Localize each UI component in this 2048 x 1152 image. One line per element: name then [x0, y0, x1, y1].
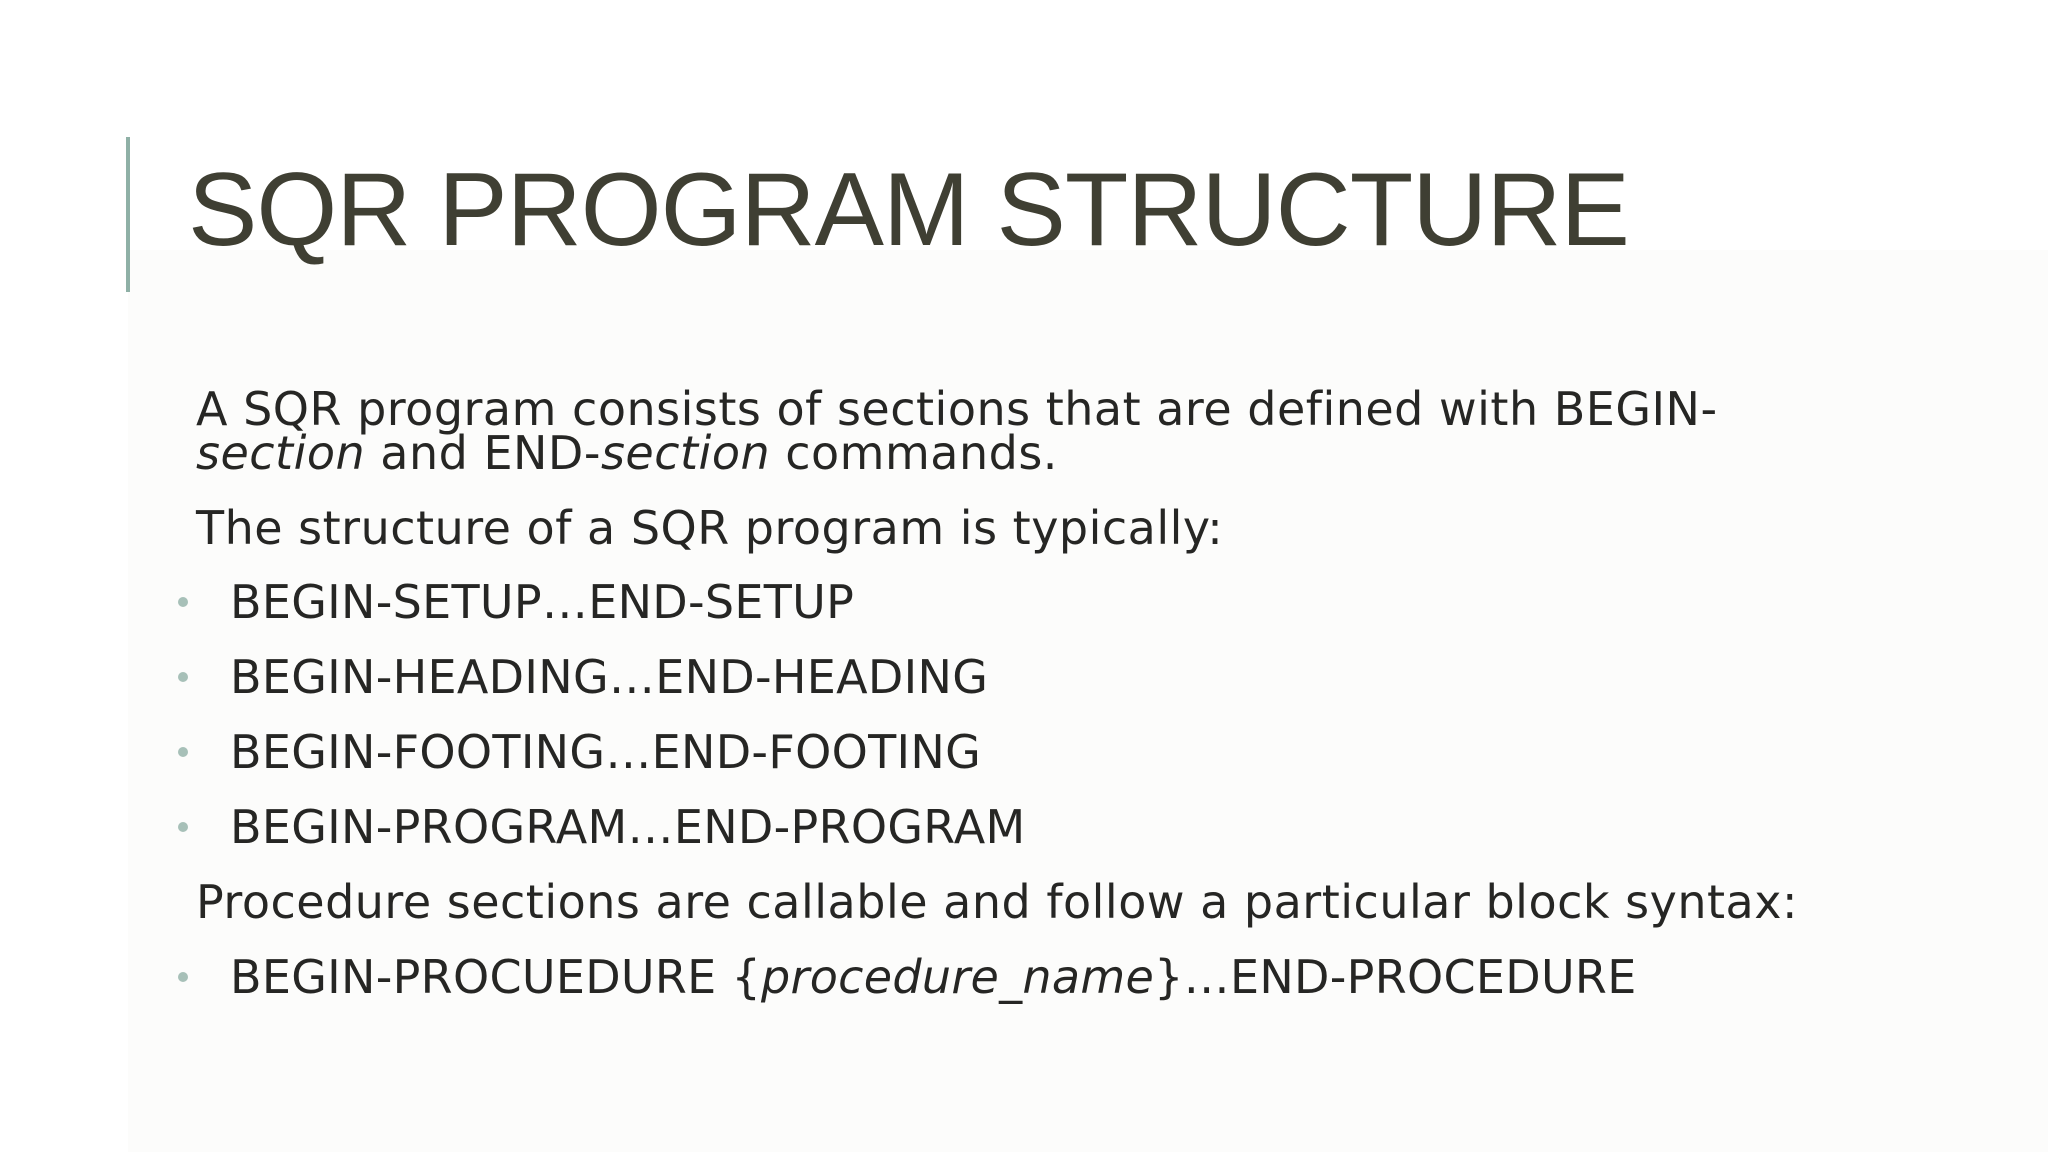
- list-item-text: BEGIN-SETUP…END-SETUP: [230, 575, 855, 629]
- list-item-procedure: [178, 947, 1637, 1007]
- intro-section-term-2: section: [600, 426, 771, 480]
- procedure-lead: Procedure sections are callable and follow a particular block syntax:: [196, 875, 1798, 929]
- title-accent-bar: [126, 137, 130, 292]
- list-item-text: BEGIN-FOOTING…END-FOOTING: [230, 725, 982, 779]
- intro-section-term-1: section: [196, 426, 366, 480]
- bullet-dot-icon: [178, 672, 188, 682]
- bullet-dot-icon: [178, 747, 188, 757]
- slide-title: SQR PROGRAM STRUCTURE: [188, 152, 1629, 268]
- list-item-text: BEGIN-PROGRAM…END-PROGRAM: [230, 800, 1026, 854]
- list-item-text: BEGIN-HEADING…END-HEADING: [230, 650, 989, 704]
- intro-line-2: [196, 426, 1058, 480]
- intro-line-2-mid: and END-: [365, 426, 601, 480]
- list-item: [178, 722, 981, 782]
- list-item: [178, 797, 1025, 857]
- structure-lead: The structure of a SQR program is typically:: [196, 501, 1224, 555]
- list-item: [178, 647, 988, 707]
- procedure-name-placeholder: procedure_name: [761, 950, 1155, 1004]
- bullet-dot-icon: [178, 822, 188, 832]
- intro-line-1-text: A SQR program consists of sections that are defined with BEGIN-: [196, 382, 1718, 436]
- bullet-dot-icon: [178, 972, 188, 982]
- bullet-dot-icon: [178, 597, 188, 607]
- procedure-suffix: }…END-PROCEDURE: [1154, 950, 1637, 1004]
- intro-line-2-end: commands.: [770, 426, 1058, 480]
- list-item: [178, 572, 854, 632]
- procedure-prefix: BEGIN-PROCUEDURE {: [230, 950, 762, 1004]
